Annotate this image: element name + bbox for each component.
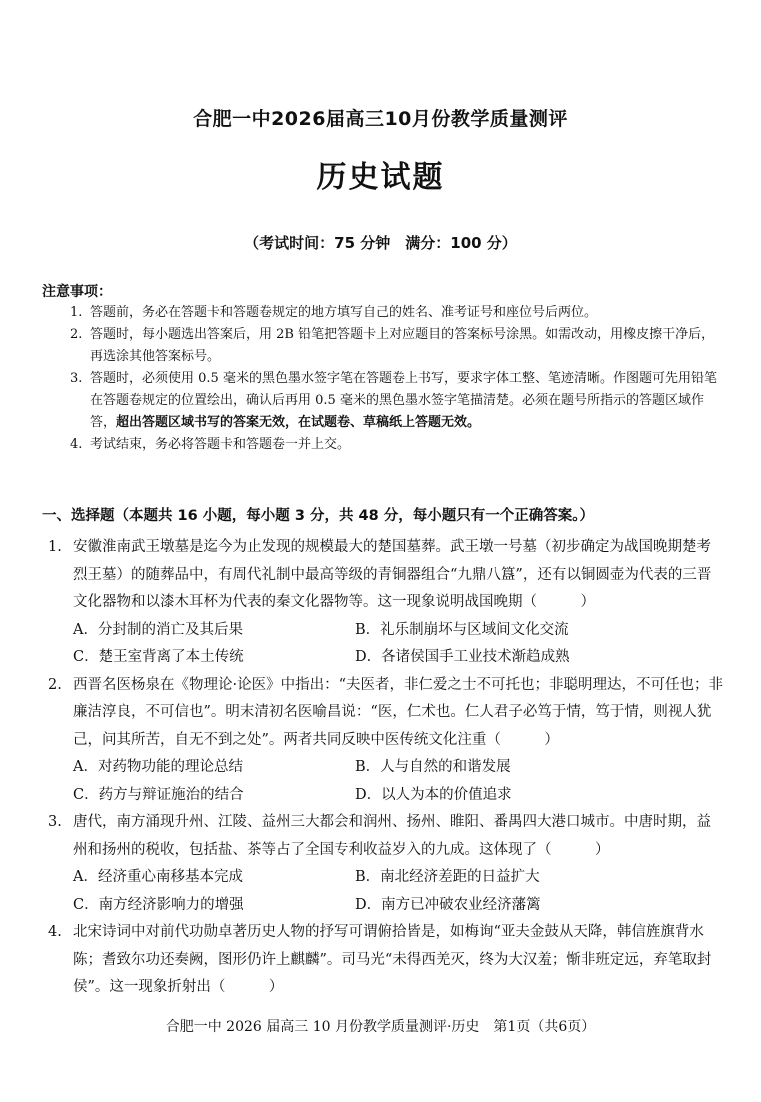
question-number: 4. [48,924,62,940]
notice-num: 2. [70,327,83,342]
question-stem: 安徽淮南武王墩墓是迄今为止发现的规模最大的楚国墓葬。武王墩一号墓（初步确定为战国晚期楚考烈王墓）的随葬品中，有周代礼制中最高等级的青铜器组合“九鼎八簋”，还有以铜圆壶为代表的三晋文化器物和以漆木耳杯为代表的秦文化器物等。这一现象说明战国晚期（ ） [73,539,712,610]
notice-text: 答题时，必须使用 0.5 毫米的黑色墨水签字笔在答题卷上书写，要求字体工整、笔迹清晰。作图题可先用铅笔在答题卷规定的位置绘出，确认后再用 0.5 毫米的黑色墨水签字笔描清楚。必须在题号所指示的答题区域作答， [90,371,717,430]
question-2 [48,672,724,755]
exam-title: 合肥一中2026届高三10月份教学质量测评 [193,108,568,130]
question-4 [48,919,724,1002]
option-b: B．人与自然的和谐发展 [355,759,511,775]
exam-meta: （考试时间：75 分钟 满分：100 分） [244,234,517,252]
option-b: B．南北经济差距的日益扩大 [355,869,540,885]
option-c: C．药方与辩证施治的结合 [73,786,244,803]
notice-text: 答题前，务必在答题卡和答题卷规定的地方填写自己的姓名、准考证号和座位号后两位。 [90,305,598,320]
notice-item [70,324,720,368]
question-stem: 唐代，南方涌现升州、江陵、益州三大都会和润州、扬州、睢阳、番禺四大港口城市。中唐时期，益州和扬州的税收，包括盐、茶等占了全国专利收益岁入的九成。这体现了（ ） [73,814,711,858]
page-footer: 合肥一中 2026 届高三 10 月份教学质量测评·历史 第1页（共6页） [165,1019,596,1035]
question-stem: 北宋诗词中对前代功勋卓著历史人物的抒写可谓俯拾皆是，如梅询“亚夫金鼓从天降，韩信旌旗背水陈；耆致尔功还奏阙，图形仍许上麒麟”。司马光“未得西羌灭，终为大汉羞；惭非班定远，弃笔取封侯”。这一现象折射出（ ） [73,924,712,995]
notice-num: 3. [70,371,83,386]
notice-list [70,302,720,456]
notice-text: 答题时，每小题选出答案后，用 2B 铅笔把答题卡上对应题目的答案标号涂黑。如需改动，用橡皮擦干净后，再选涂其他答案标号。 [90,327,715,364]
question-3 [48,809,724,864]
section-heading: 一、选择题（本题共 16 小题，每小题 3 分，共 48 分，每小题只有一个正确答案。） [42,508,594,524]
option-d: D．南方已冲破农业经济藩篱 [355,896,541,913]
notice-item [70,434,720,456]
option-d: D．以人为本的价值追求 [355,786,512,803]
question-number: 1. [48,539,62,555]
question-list [48,534,724,1002]
option-c: C．楚王室背离了本土传统 [73,649,244,665]
option-b: B．礼乐制崩坏与区域间文化交流 [355,621,569,638]
notice-heading: 注意事项： [42,284,112,300]
option-a: A．对药物功能的理论总结 [73,759,243,775]
options-2 [48,754,724,809]
notice-text: 考试结束，务必将答题卡和答题卷一并上交。 [90,437,351,452]
option-a: A．分封制的消亡及其后果 [73,621,243,638]
notice-item [70,368,720,434]
question-1 [48,534,724,617]
notice-bold-text: 超出答题区域书写的答案无效，在试题卷、草稿纸上答题无效。 [116,415,481,430]
options-1 [48,617,724,672]
option-c: C．南方经济影响力的增强 [73,896,244,913]
notice-num: 4. [70,437,83,452]
option-d: D．各诸侯国手工业技术渐趋成熟 [355,649,570,665]
notice-item [70,302,720,324]
subject-title: 历史试题 [316,160,445,195]
notice-num: 1. [70,305,83,320]
question-number: 2. [48,676,62,693]
option-a: A．经济重心南移基本完成 [73,869,243,885]
options-3 [48,864,724,919]
question-stem: 西晋名医杨泉在《物理论·论医》中指出：“夫医者，非仁爱之士不可托也；非聪明理达，不可任也；非廉洁淳良，不可信也”。明末清初名医喻昌说：“医，仁术也。仁人君子必笃于情，笃于情，则视人犹己，问其所苦，自无不到之处”。两者共同反映中医传统文化注重（ ） [73,676,724,748]
question-number: 3. [48,814,62,830]
